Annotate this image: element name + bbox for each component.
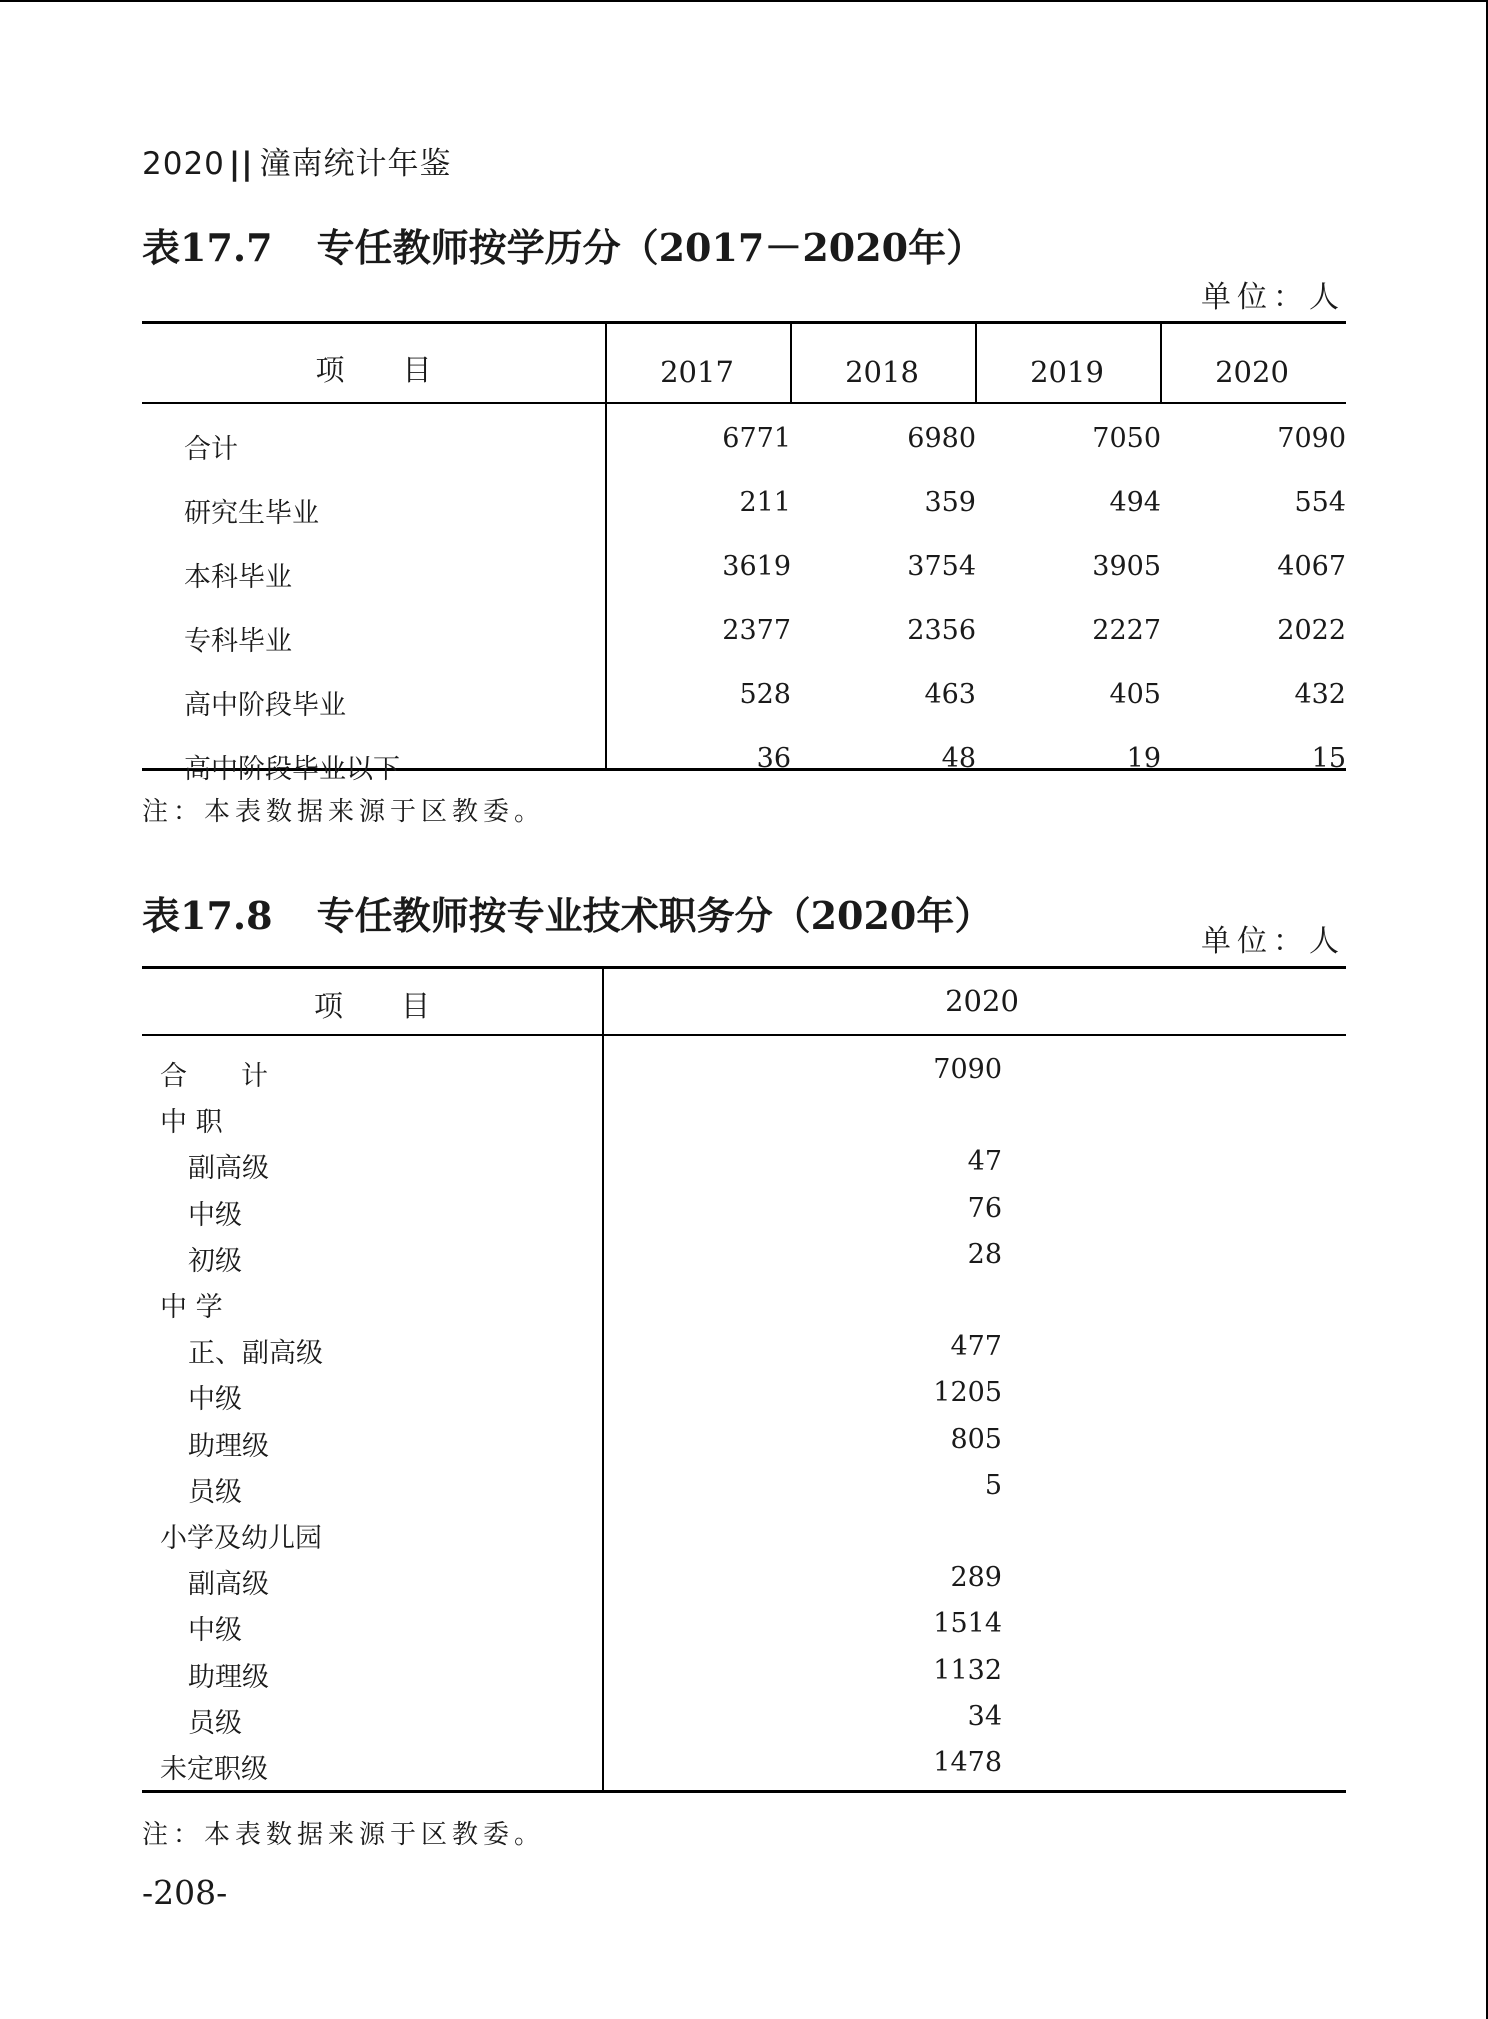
table2-row-label: 中级 (188, 1384, 242, 1416)
table2-title (142, 885, 992, 940)
table1-cell: 2022 (1277, 615, 1346, 646)
table2-note: 注：本表数据来源于区教委。 (142, 1820, 546, 1850)
table2-number: 表17.8 (142, 893, 273, 938)
table2-row-label: 中级 (188, 1199, 242, 1231)
table1-cell: 6771 (722, 423, 791, 454)
table1-cell: 359 (924, 487, 976, 518)
table2-top-rule (142, 966, 1346, 969)
table1-cell: 15 (1311, 743, 1346, 774)
table2-cell: 289 (950, 1562, 1002, 1594)
table1-cell: 494 (1109, 487, 1161, 518)
table2-bottom-rule (142, 1790, 1346, 1793)
table1-year-header: 2019 (1030, 355, 1104, 389)
table2-row-label: 未定职级 (160, 1754, 268, 1785)
table2-row-label: 副高级 (188, 1153, 269, 1185)
table1-cell: 3619 (722, 551, 791, 582)
table1-year-header: 2020 (1215, 355, 1289, 389)
table1-row-label: 高中阶段毕业 (184, 690, 346, 721)
table2-cell: 28 (967, 1238, 1002, 1270)
table1-cell: 36 (756, 743, 791, 774)
table1-cell: 48 (941, 743, 976, 774)
table1-cell: 2356 (907, 615, 976, 646)
table2-cell: 7090 (933, 1054, 1002, 1085)
table2-cell: 5 (984, 1469, 1002, 1501)
table2-header-rule (142, 1034, 1346, 1036)
table2-unit: 单位：人 (1201, 924, 1345, 959)
table2 (142, 966, 1346, 1793)
table2-row-label: 初级 (188, 1245, 242, 1277)
table2-row-label: 正、副高级 (188, 1338, 323, 1370)
table1-cell: 7090 (1277, 423, 1346, 454)
table2-year-header: 2020 (945, 984, 1019, 1018)
table2-row-label: 员级 (188, 1707, 242, 1739)
table2-cell: 1132 (933, 1654, 1002, 1686)
table1-col-header: 项 目 (315, 353, 432, 387)
table1-cell: 19 (1126, 743, 1161, 774)
table2-title-text: 专任教师按专业技术职务分（2020年） (316, 893, 993, 938)
table2-cell: 47 (967, 1146, 1002, 1178)
table2-row-label: 中 学 (160, 1292, 223, 1323)
table2-col-header: 项 目 (313, 989, 430, 1023)
table1-cell: 432 (1294, 679, 1346, 710)
table1-year-header: 2017 (660, 355, 734, 389)
table1-row-label: 本科毕业 (184, 562, 292, 593)
table1-cell: 405 (1109, 679, 1161, 710)
table2-cell: 76 (967, 1192, 1002, 1224)
table2-row-label: 中级 (188, 1615, 242, 1647)
table1-cell: 554 (1294, 487, 1346, 518)
table1-number: 表17.7 (142, 225, 273, 270)
table1-row-label: 研究生毕业 (184, 498, 319, 529)
header-separator: || (228, 146, 254, 182)
table2-row-label: 助理级 (188, 1661, 269, 1693)
table1-row-label: 专科毕业 (184, 626, 292, 657)
table1-row-label: 合计 (184, 434, 238, 465)
table2-cell: 34 (967, 1700, 1002, 1732)
table1-note: 注：本表数据来源于区教委。 (142, 797, 546, 827)
table2-cell: 477 (950, 1331, 1002, 1363)
header-year: 2020 (142, 146, 225, 182)
table2-row-label: 小学及幼儿园 (160, 1523, 322, 1554)
table1-cell: 3905 (1092, 551, 1161, 582)
table1-title (142, 217, 984, 272)
table2-row-label: 助理级 (188, 1430, 269, 1462)
table2-cell: 1478 (933, 1747, 1002, 1778)
table2-row-label: 员级 (188, 1476, 242, 1508)
table1-cell: 211 (739, 487, 791, 518)
page-number: -208- (142, 1873, 228, 1912)
table1-unit: 单位：人 (1201, 280, 1345, 315)
table2-cell: 1205 (933, 1377, 1002, 1409)
table1-cell: 6980 (907, 423, 976, 454)
table1-cell: 463 (924, 679, 976, 710)
table2-row-label: 副高级 (188, 1569, 269, 1601)
table1-cell: 3754 (907, 551, 976, 582)
header-book-title: 潼南统计年鉴 (259, 146, 452, 182)
page-top-border (0, 0, 1488, 2)
table1 (142, 321, 1346, 785)
table1-cell: 2227 (1092, 615, 1161, 646)
table2-row-label: 中 职 (160, 1107, 223, 1139)
table1-row-label: 高中阶段毕业以下 (184, 754, 400, 785)
table2-cell: 805 (950, 1423, 1002, 1455)
table1-header-rule (142, 402, 1346, 404)
table2-label-divider (602, 966, 604, 1793)
table1-year-header: 2018 (845, 355, 919, 389)
table1-top-rule (142, 321, 1346, 324)
table2-row-label: 合 计 (160, 1061, 268, 1092)
table1-cell: 4067 (1277, 551, 1346, 582)
table1-cell: 7050 (1092, 423, 1161, 454)
table1-cell: 528 (739, 679, 791, 710)
table2-cell: 1514 (933, 1608, 1002, 1640)
table1-cell: 2377 (722, 615, 791, 646)
table1-title-text: 专任教师按学历分（2017－2020年） (316, 225, 985, 270)
running-header (142, 138, 452, 183)
